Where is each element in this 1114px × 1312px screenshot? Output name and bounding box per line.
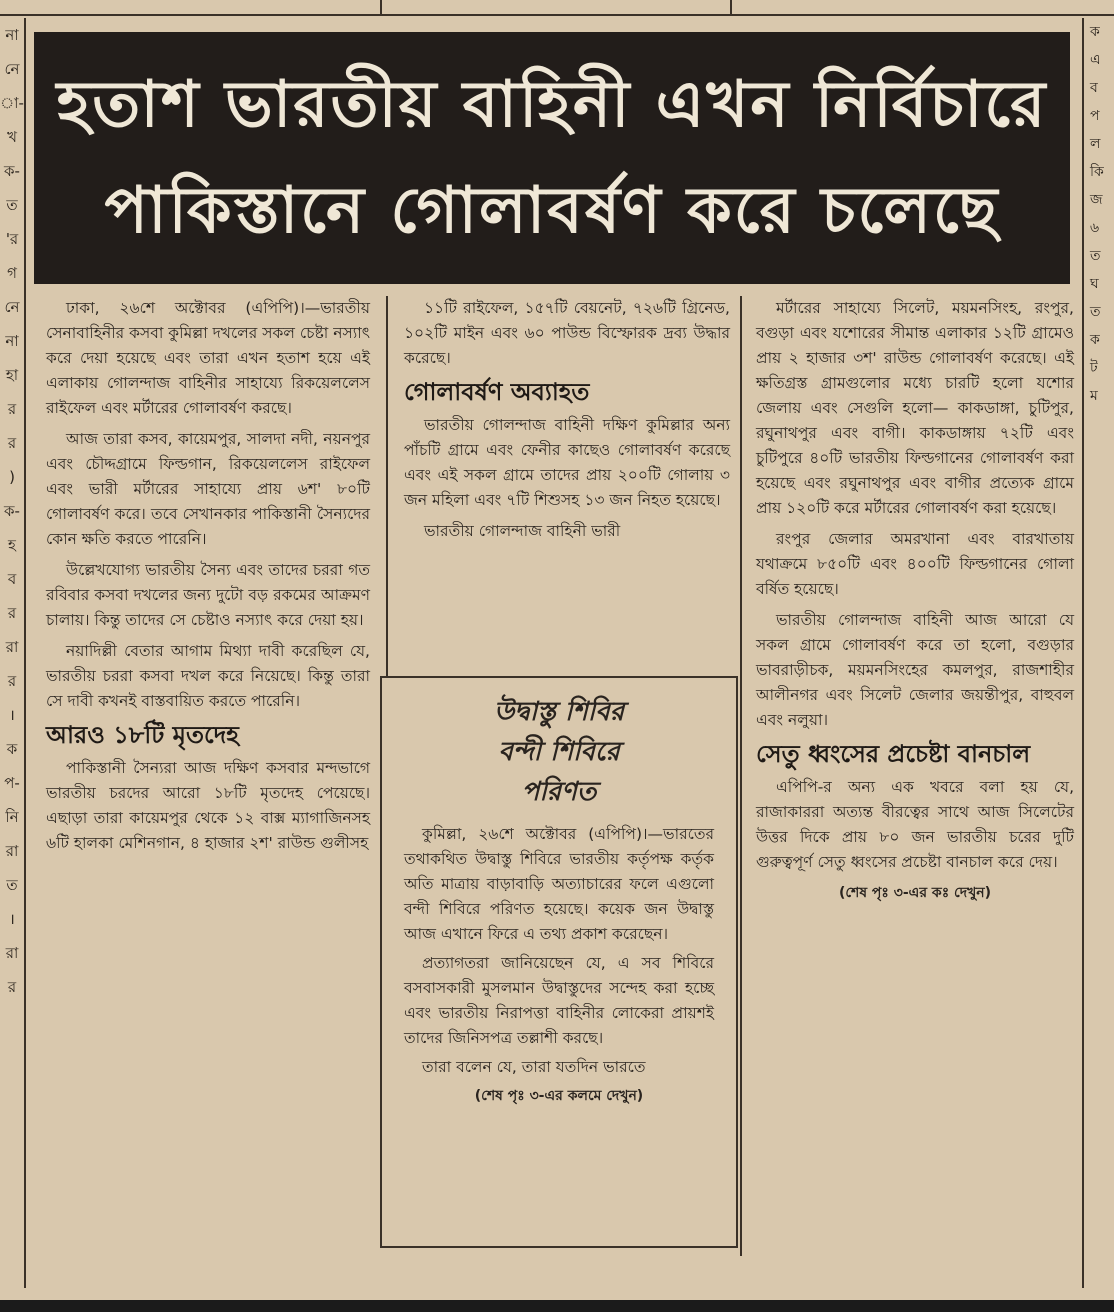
paragraph: তারা বলেন যে, তারা যতদিন ভারতে (422, 1058, 646, 1076)
top-divider (730, 0, 732, 14)
margin-fragment: ঘ (1090, 276, 1099, 292)
column-divider (386, 296, 388, 676)
headline-line-2: পাকিস্তানে গোলাবর্ষণ করে চলেছে (104, 173, 1000, 248)
top-divider (380, 0, 382, 14)
margin-fragment: ব (7, 570, 17, 588)
subheading: সেতু ধ্বংসের প্রচেষ্টা বানচাল (756, 739, 1031, 768)
margin-fragment: ত (6, 876, 18, 894)
margin-fragment: ত (1090, 248, 1101, 264)
article-column-1 (46, 296, 370, 1276)
paragraph: ভারতীয় গোলন্দাজ বাহিনী ভারী (424, 522, 621, 540)
paragraph: ভারতীয় গোলন্দাজ বাহিনী দক্ষিণ কুমিল্লার অন্য পাঁচটি গ্রামে এবং ফেনীর কাছেও গোলাবর্ষণ করেছে এবং এই সকল গ্রামে তাদের প্রায় ২০০টি গোলায় ৩ জন মহিলা এবং ৭টি শিশুসহ ১৩ জন নিহত হয়েছে। (404, 416, 730, 509)
margin-fragment: ত (6, 196, 18, 214)
title-line: উদ্বাস্তু শিবির (493, 697, 625, 727)
headline-line-1: হতাশ ভারতীয় বাহিনী এখন নির্বিচারে (56, 67, 1048, 142)
margin-fragment: ম (1090, 388, 1098, 404)
margin-fragment: নে (4, 298, 20, 316)
margin-fragment: রা (5, 638, 19, 656)
paragraph: উল্লেখযোগ্য ভারতীয় সৈন্য এবং তাদের চররা গত রবিবার কসবা দখলের জন্য দুটো বড় রকমের আক্রমণ চালায়। কিন্তু তাদের সে চেষ্টাও নস্যাৎ করে দেয়া হয়। (46, 561, 370, 629)
paragraph: ভারতীয় গোলন্দাজ বাহিনী আজ আরো যে সকল গ্রামে গোলাবর্ষণ করে তা হলো, বগুড়ার ভাবরাড়ীচক, ময়মনসিংহের কমলপুর, রাজশাহীর আলীনগর এবং সিলেট জেলার জয়ন্তীপুর, বাহুবল এবং নলুয়া। (756, 611, 1074, 729)
right-margin-column (1082, 18, 1114, 1288)
margin-fragment: র (7, 672, 17, 690)
margin-fragment: । (9, 910, 15, 928)
margin-fragment: এ (1090, 52, 1101, 68)
margin-fragment: নে (4, 60, 20, 78)
margin-fragment: না (5, 26, 19, 44)
paragraph: এপিপি-র অন্য এক খবরে বলা হয় যে, রাজাকাররা অত্যন্ত বীরত্বের সাথে আজ সিলেটের উত্তর দিকে প্রায় ৮০ জন ভারতীয় চরের দুটি গুরুত্বপূর্ণ সেতু ধ্বংসের প্রচেষ্টা বানচাল করে দেয়। (756, 778, 1074, 871)
margin-fragment: হ (8, 536, 16, 554)
margin-fragment: গ (7, 264, 17, 282)
paragraph: রংপুর জেলার অমরখানা এবং বারখাতায় যথাক্রমে ৮৫০টি এবং ৪০০টি ফিল্ডগানের গোলা বর্ষিত হয়েছে। (756, 530, 1074, 598)
margin-fragment: প (1090, 108, 1100, 124)
paragraph: ১১টি রাইফেল, ১৫৭টি বেয়নেট, ৭২৬টি গ্রিনেড, ১০২টি মাইন এবং ৬০ পাউন্ড বিস্ফোরক দ্রব্য উদ্ধার করেছে। (404, 299, 730, 367)
margin-fragment: র (7, 434, 17, 452)
paragraph: মর্টারের সাহায্যে সিলেট, ময়মনসিংহ, রংপুর, বগুড়া এবং যশোরের সীমান্ত এলাকার ১২টি গ্রামেও প্রায় ২ হাজার ৩শ' রাউন্ড গোলাবর্ষণ করেছে। এই ক্ষতিগ্রস্ত গ্রামগুলোর মধ্যে চারটি হলো যশোর জেলায় এবং সেগুলি হলো— কাকডাঙ্গা, চুটিপুর, রঘুনাথপুর এবং বাগী। কাকডাঙ্গায় ৭২টি এবং চুটিপুরে ৪০টি ভারতীয় ফিল্ডগানের গোলাবর্ষণ করা হয়েছে এবং রঘুনাথপুর এবং বাগীর প্রত্যেক গ্রামে প্রায় ১২০টি করে মর্টারের গোলাবর্ষণ করা হয়েছে। (756, 299, 1074, 517)
margin-fragment: ব (1090, 80, 1098, 96)
continued-note: (শেষ পৃঃ ৩-এর কঃ দেখুন) (838, 885, 992, 901)
margin-fragment: জ (1090, 192, 1103, 208)
margin-fragment: খ (7, 128, 17, 146)
margin-fragment: প- (4, 774, 20, 792)
top-rule (0, 0, 1114, 16)
right-margin-text (1090, 18, 1114, 410)
subheading: আরও ১৮টি মৃতদেহ (46, 720, 239, 749)
margin-fragment: হা (5, 366, 19, 384)
margin-fragment: ক- (4, 502, 20, 520)
margin-fragment: ) (9, 468, 15, 486)
title-line: বন্দী শিবিরে (498, 737, 620, 767)
margin-fragment: ট (1090, 360, 1098, 376)
boxed-story (380, 676, 738, 1248)
margin-fragment: । (9, 706, 15, 724)
margin-fragment: না (5, 332, 19, 350)
boxed-story-title (404, 692, 714, 812)
paragraph: নয়াদিল্লী বেতার আগাম মিথ্যা দাবী করেছিল যে, ভারতীয় চররা কসবা দখল করে নিয়েছে। কিন্তু তারা সে দাবী কখনই বাস্তবায়িত করতে পারেনি। (46, 642, 370, 710)
paragraph: আজ তারা কসব, কায়েমপুর, সালদা নদী, নয়নপুর এবং চৌদ্দগ্রামে ফিল্ডগান, রিকয়েললেস রাইফেল এবং ভারী মর্টারের সাহায্যে প্রায় ৬শ' ৮০টি গোলাবর্ষণ করে। তবে সেখানকার পাকিস্তানী সৈন্যদের কোন ক্ষতি করতে পারেনি। (46, 430, 370, 548)
margin-fragment: র (7, 978, 17, 996)
left-margin-column (0, 18, 26, 1288)
title-line: পরিণত (521, 777, 597, 807)
margin-fragment: ল (1090, 136, 1101, 152)
margin-fragment: রা (5, 842, 19, 860)
margin-fragment: ক (6, 740, 18, 758)
paragraph: পাকিস্তানী সৈন্যরা আজ দক্ষিণ কসবার মন্দভাগে ভারতীয় চরদের আরো ১৮টি মৃতদেহ পেয়েছে। এছাড়া তারা কায়েমপুর থেকে ১২ বাক্স ম্যাগাজিনসহ ৬টি হালকা মেশিনগান, ৪ হাজার ২শ' রাউন্ড গুলীসহ (46, 759, 370, 852)
margin-fragment: া- (0, 94, 24, 112)
subheading: গোলাবর্ষণ অব্যাহত (404, 377, 590, 406)
bottom-edge (0, 1300, 1114, 1312)
paragraph: প্রত্যাগতরা জানিয়েছেন যে, এ সব শিবিরে বসবাসকারী মুসলমান উদ্বাস্তুদের সন্দেহ করা হচ্ছে এবং ভারতীয় নিরাপত্তা বাহিনীর লোকেরা প্রায়শই তাদের জিনিসপত্র তল্লাশী করছে। (404, 954, 714, 1047)
margin-fragment: কি (1090, 164, 1104, 180)
margin-fragment: ৬ (1090, 220, 1100, 236)
margin-fragment: ক (1090, 332, 1100, 348)
headline-banner (34, 32, 1070, 284)
paragraph: ঢাকা, ২৬শে অক্টোবর (এপিপি)।—ভারতীয় সেনাবাহিনীর কসবা কুমিল্লা দখলের সকল চেষ্টা নস্যাৎ করে দেয়া হয়েছে এবং তারা এখন হতাশ হয়ে এই এলাকায় গোলন্দাজ বাহিনীর সাহায্যে রিকয়েললেস রাইফেল এবং মর্টারের গোলাবর্ষণ করছে। (46, 299, 370, 417)
margin-fragment: র (7, 400, 17, 418)
margin-fragment: ক (1090, 24, 1100, 40)
paragraph: কুমিল্লা, ২৬শে অক্টোবর (এপিপি)।—ভারতের তথাকথিত উদ্বাস্তু শিবিরে ভারতীয় কর্তৃপক্ষ কর্তৃক অতি মাত্রায় বাড়াবাড়ি অত্যাচারের ফলে এগুলো বন্দী শিবিরে পরিণত হয়েছে। কয়েক জন উদ্বাস্তু আজ এখানে ফিরে এ তথ্য প্রকাশ করেছেন। (404, 825, 714, 943)
margin-fragment: র (7, 604, 17, 622)
continued-note: (শেষ পৃঃ ৩-এর কলমে দেখুন) (474, 1088, 644, 1104)
article-column-3 (756, 296, 1074, 1276)
column-divider (740, 296, 742, 1256)
margin-fragment: ক- (4, 162, 20, 180)
margin-fragment: 'র (5, 230, 19, 248)
margin-fragment: রা (5, 944, 19, 962)
article-column-2 (404, 296, 730, 550)
margin-fragment: নি (5, 808, 19, 826)
margin-fragment: ত (1090, 304, 1101, 320)
